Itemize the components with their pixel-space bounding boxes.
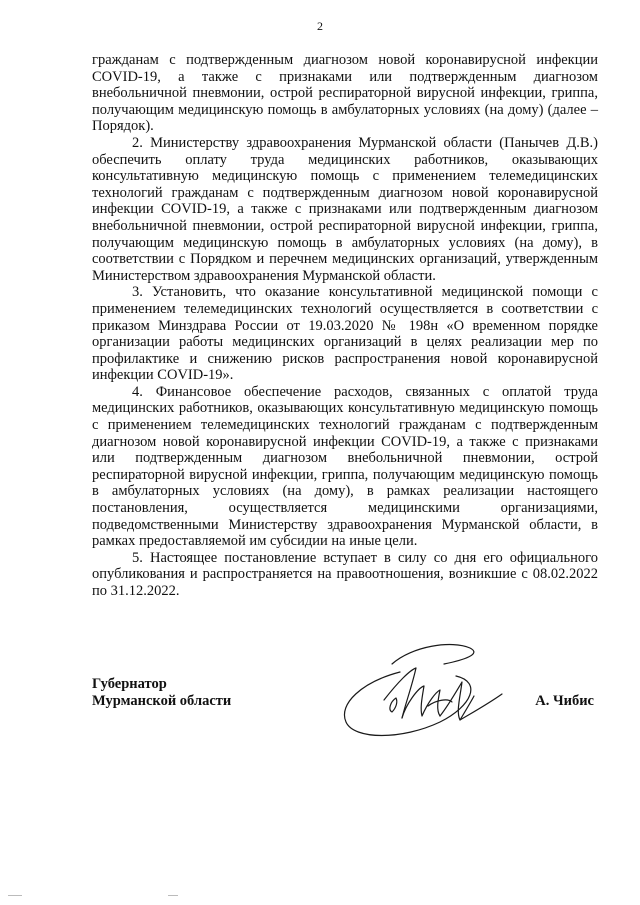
handwritten-signature-icon — [332, 642, 532, 752]
paragraph-1-continuation: гражданам с подтвержденным диагнозом новой коронавирусной инфекции COVID-19, а также с признаками или подтвержденным диагнозом внебольничной пневмонии, острой респираторной вирусной инфекции, гриппа, получающим медицинскую помощь в амбулаторных условиях (на дому) (далее – Порядок). — [92, 52, 598, 135]
scan-edge-mark-left — [8, 895, 22, 896]
paragraph-4: 4. Финансовое обеспечение расходов, связанных с оплатой труда медицинских работников, оказывающих консультативную медицинскую помощь с применением телемедицинских технологий гражданам с подтвержденным диагнозом новой коронавирусной инфекции COVID-19, а также с признаками или подтвержденным диагнозом внебольничной пневмонии, острой респираторной вирусной инфекции, гриппа, получающим медицинскую помощь в амбулаторных условиях (на дому), в рамках реализации настоящего постановления, осуществляется медицинскими организациями, подведомственными Министерству здравоохранения Мурманской области, в рамках предоставляемой им субсидии на иные цели. — [92, 383, 598, 550]
paragraph-2: 2. Министерству здравоохранения Мурманской области (Панычев Д.В.) обеспечить оплату труда медицинских работников, оказывающих консультативную медицинскую помощь с применением телемедицинских технологий гражданам с подтвержденным диагнозом новой коронавирусной инфекции COVID-19, а также с признаками или подтвержденным диагнозом внебольничной пневмонии, острой респираторной вирусной инфекции, гриппа, получающим медицинскую помощь в амбулаторных условиях (на дому), в соответствии с Порядком и перечнем медицинских организаций, утвержденным Министерством здравоохранения Мурманской области. — [92, 134, 598, 284]
signature-block — [92, 672, 598, 742]
signer-title-line1: Губернатор — [92, 676, 167, 692]
page-number: 2 — [317, 19, 323, 33]
document-body — [92, 52, 598, 600]
paragraph-5: 5. Настоящее постановление вступает в силу со дня его официального опубликования и распространяется на правоотношения, возникшие с 08.02.2022 по 31.12.2022. — [92, 549, 598, 599]
signer-title-line2: Мурманской области — [92, 693, 232, 709]
paragraph-3: 3. Установить, что оказание консультативной медицинской помощи с применением телемедицинских технологий осуществляется в соответствии с приказом Минздрава России от 19.03.2020 № 198н «О временном порядке организации работы медицинских организаций в целях реализации мер по профилактике и снижению рисков распространения новой коронавирусной инфекции COVID-19». — [92, 284, 598, 384]
signer-title — [92, 676, 231, 710]
signer-name: А. Чибис — [535, 693, 594, 709]
scan-edge-mark-center — [168, 895, 178, 896]
